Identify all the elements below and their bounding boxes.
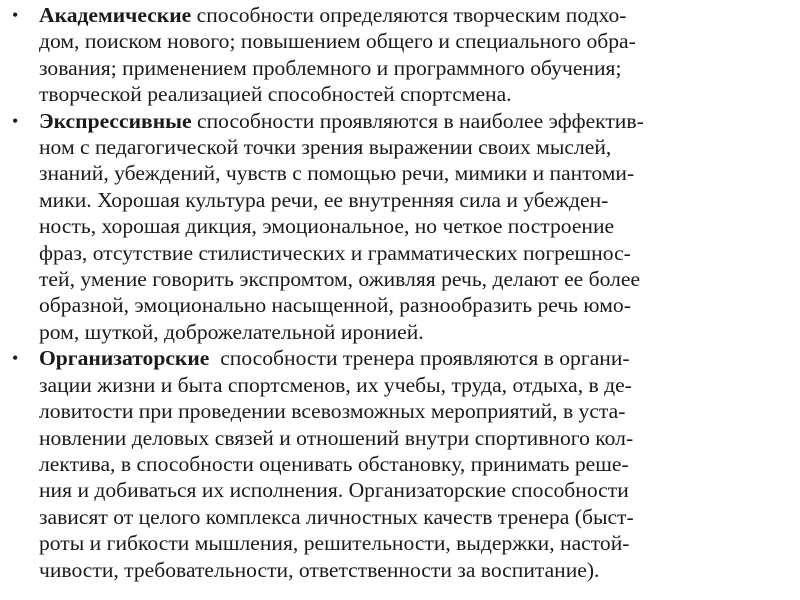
text-line: ном с педагогической точки зрения выражении своих мыслей,: [39, 135, 612, 160]
bullet-list: [12, 2, 788, 583]
text-fragment: способности тренера проявляются в органи-: [209, 346, 630, 371]
text-line: ром, шуткой, доброжелательной иронией.: [39, 319, 424, 344]
text-line: ность, хорошая дикция, эмоциональное, но четкое построение: [39, 214, 615, 239]
text-line: чивости, требовательности, ответственности за воспитание).: [39, 557, 600, 582]
text-line: лектива, в способности оценивать обстановку, принимать реше-: [39, 451, 629, 476]
text-line: ния и добиваться их исполнения. Организаторские способности: [39, 478, 629, 503]
text-line: [39, 2, 788, 28]
text-line: мики. Хорошая культура речи, ее внутренняя сила и убежден-: [39, 187, 609, 212]
term-organizational: Организаторские: [39, 346, 210, 371]
text-fragment: способности проявляются в наиболее эффектив-: [191, 108, 644, 133]
text-fragment: способности определяются творческим подхо-: [191, 3, 627, 27]
text-line: [39, 108, 788, 134]
text-line: ловитости при проведении всевозможных мероприятий, в уста-: [39, 399, 626, 424]
text-line: зации жизни и быта спортсменов, их учебы, труда, отдыха, в де-: [39, 372, 632, 397]
text-line: зования; применением проблемного и программного обучения;: [39, 55, 622, 80]
term-expressive: Экспрессивные: [39, 108, 192, 133]
text-line: дом, поиском нового; повышением общего и специального обра-: [39, 29, 636, 54]
bullet-academic: [12, 2, 788, 108]
bullet-icon: •: [12, 5, 19, 25]
bullet-icon: •: [12, 348, 19, 369]
text-line: [39, 345, 788, 371]
text-line: роты и гибкости мышления, решительности, выдержки, настой-: [39, 531, 630, 556]
text-line: тей, умение говорить экспромтом, оживляя речь, делают ее более: [39, 267, 641, 292]
bullet-icon: •: [12, 110, 19, 131]
text-line: знаний, убеждений, чувств с помощью речи, мимики и пантоми-: [39, 161, 635, 186]
text-line: фраз, отсутствие стилистических и грамматических погрешнос-: [39, 240, 631, 265]
term-academic: Академические: [39, 3, 192, 27]
text-line: образной, эмоционально насыщенной, разнообразить речь юмо-: [39, 293, 631, 318]
bullet-expressive: [12, 108, 788, 346]
text-line: творческой реализацией способностей спортсмена.: [39, 82, 512, 107]
text-line: зависят от целого комплекса личностных качеств тренера (быст-: [39, 504, 634, 529]
text-line: новлении деловых связей и отношений внутри спортивного кол-: [39, 425, 634, 450]
bullet-organizational: [12, 345, 788, 583]
